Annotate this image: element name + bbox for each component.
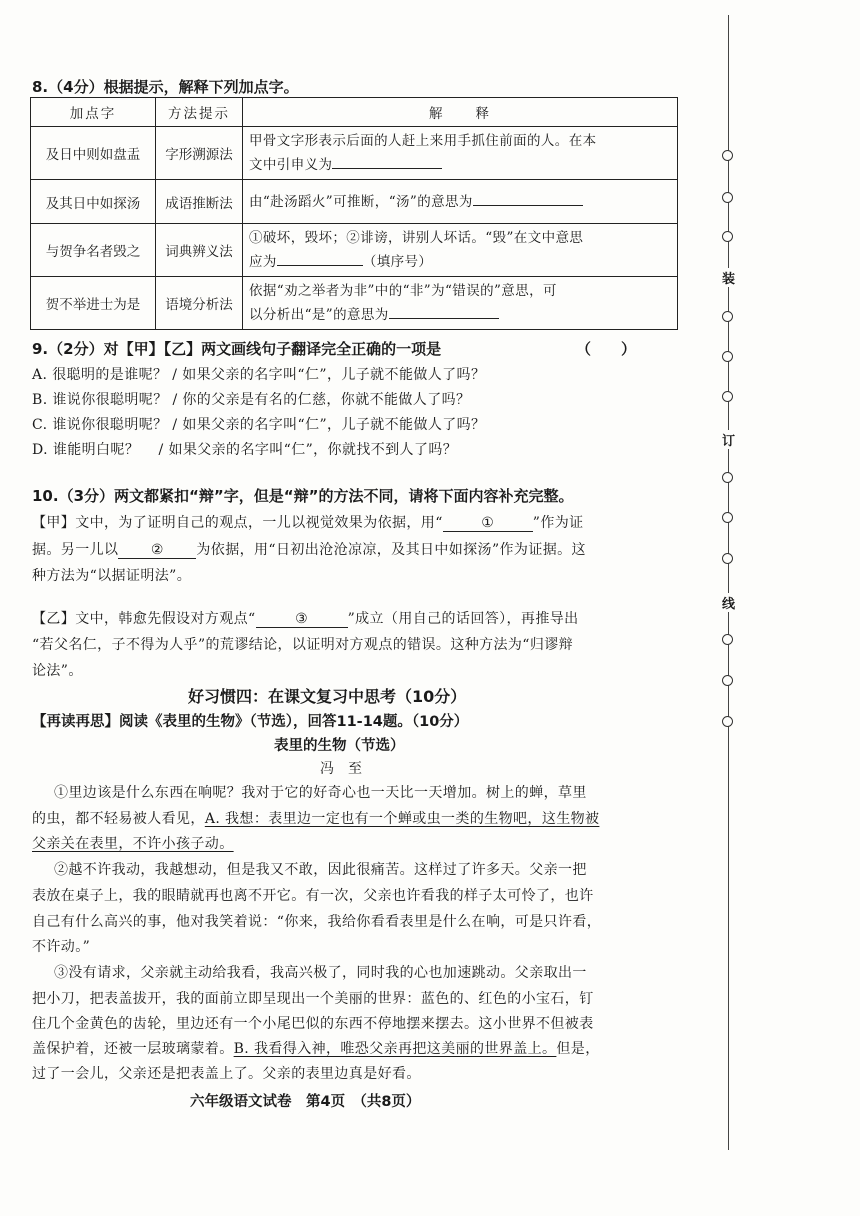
binding-ring <box>722 634 733 645</box>
binding-ring <box>722 472 733 483</box>
q10-line-4: 【乙】文中，韩愈先假设对方观点“ ③ ”成立（用自己的话回答），再推导出 <box>32 611 579 627</box>
binding-ring <box>722 150 733 161</box>
para-3-line-3: 住几个金黄色的齿轮，里边还有一个小尾巴似的东西不停地摆来摆去。这小世界不但被表 <box>32 1016 594 1032</box>
para-2-line-4: 不许动。” <box>32 939 91 955</box>
page-footer: 六年级语文试卷 第4页 （共8页） <box>190 1094 421 1110</box>
binding-ring <box>722 512 733 523</box>
q9-option-b: B. 谁说你很聪明呢？ / 你的父亲是有名的仁慈，你就不能做人了吗？ <box>32 392 471 408</box>
row-word: 及其日中如探汤 <box>31 180 156 224</box>
binding-ring <box>722 311 733 322</box>
answer-blank[interactable] <box>277 265 363 266</box>
binding-ring <box>722 192 733 203</box>
underlined-sentence-b: B. 我看得入神，唯恐父亲再把这美丽的世界盖上。 <box>233 1041 557 1057</box>
q9-option-c: C. 谁说你很聪明呢？ / 如果父亲的名字叫“仁”，儿子就不能做人了吗？ <box>32 417 486 433</box>
q10-title: 10.（3分）两文都紧扣“辩”字，但是“辩”的方法不同，请将下面内容补充完整。 <box>32 487 574 505</box>
underlined-sentence-a: A. 我想：表里边一定也有一个蝉或虫一类的生物吧，这生物被 <box>204 811 600 827</box>
table-row <box>31 224 678 277</box>
q10-blank-3[interactable]: ③ <box>256 611 348 628</box>
binding-ring <box>722 675 733 686</box>
row-word: 及日中则如盘盂 <box>31 127 156 180</box>
row-explain: 甲骨文字形表示后面的人赶上来用手抓住前面的人。在本 文中引申义为 <box>243 127 678 180</box>
para-2-line-3: 自己有什么高兴的事，他对我笑着说：“你来，我给你看看表里是什么在响，可是只许看， <box>32 914 602 930</box>
underlined-sentence-a-cont: 父亲关在表里，不许小孩子动。 <box>32 836 234 852</box>
q10-line-5: “若父名仁，子不得为人乎”的荒谬结论，以证明对方观点的错误。这种方法为“归谬辩 <box>32 637 574 653</box>
binding-ring <box>722 231 733 242</box>
binding-label-xian: 线 <box>722 593 735 612</box>
table-header-row <box>31 98 678 127</box>
binding-label-zhuang: 装 <box>722 268 735 287</box>
row-explain: 由“赴汤蹈火”可推断，“汤”的意思为 <box>243 180 678 224</box>
q10-blank-2[interactable]: ② <box>118 542 196 559</box>
row-word: 与贺争名者毁之 <box>31 224 156 277</box>
para-3-line-2: 把小刀，把表盖拔开，我的面前立即呈现出一个美丽的世界：蓝色的、红色的小宝石，钉 <box>32 991 594 1007</box>
row-method: 语境分析法 <box>156 277 243 330</box>
para-2-line-2: 表放在桌子上，我的眼睛就再也离不开它。有一次，父亲也许看我的样子太可怜了，也许 <box>32 888 594 904</box>
para-2-line-1: ②越不许我动，我越想动，但是我又不敢，因此很痛苦。这样过了许多天。父亲一把 <box>54 862 587 878</box>
para-3-line-4: 盖保护着，还被一层玻璃蒙着。B. 我看得入神，唯恐父亲再把这美丽的世界盖上。但是， <box>32 1041 600 1057</box>
col-header-explain: 解 释 <box>243 98 678 127</box>
para-3-line-5: 过了一会儿，父亲还是把表盖上了。父亲的表里边真是好看。 <box>32 1066 421 1082</box>
col-header-word: 加点字 <box>31 98 156 127</box>
row-word: 贺不举进士为是 <box>31 277 156 330</box>
row-explain: ①破坏，毁坏；②诽谤，讲别人坏话。“毁”在文中意思 应为 （填序号） <box>243 224 678 277</box>
para-1-line-2: 的虫，都不轻易被人看见，A. 我想：表里边一定也有一个蝉或虫一类的生物吧，这生物被 <box>32 811 600 827</box>
q9-option-a: A. 很聪明的是谁呢？ / 如果父亲的名字叫“仁”，儿子就不能做人了吗？ <box>32 367 486 383</box>
table-row <box>31 127 678 180</box>
binding-line <box>728 15 729 1150</box>
q8-title: 8.（4分）根据提示，解释下列加点字。 <box>32 78 299 96</box>
section-instruction: 【再读再思】阅读《表里的生物》（节选），回答11-14题。（10分） <box>32 714 469 730</box>
binding-label-ding: 订 <box>722 430 735 449</box>
q10-line-6: 论法”。 <box>32 663 83 679</box>
table-row <box>31 277 678 330</box>
q9-title: 9.（2分）对【甲】【乙】两文画线句子翻译完全正确的一项是 <box>32 340 442 358</box>
q10-line-1: 【甲】文中，为了证明自己的观点，一儿以视觉效果为依据，用“ ① ”作为证 <box>32 515 584 531</box>
para-1-line-1: ①里边该是什么东西在响呢？我对于它的好奇心也一天比一天增加。树上的蝉，草里 <box>54 785 587 801</box>
section-heading: 好习惯四：在课文复习中思考（10分） <box>188 687 467 706</box>
article-title: 表里的生物（节选） <box>274 738 405 754</box>
table-row <box>31 180 678 224</box>
q9-answer-bracket[interactable]: （ ） <box>576 340 637 358</box>
row-method: 成语推断法 <box>156 180 243 224</box>
col-header-method: 方法提示 <box>156 98 243 127</box>
q9-option-d: D. 谁能明白呢？ / 如果父亲的名字叫“仁”，你就找不到人了吗？ <box>32 442 458 458</box>
hint-table <box>30 97 678 330</box>
answer-blank[interactable] <box>389 318 499 319</box>
answer-blank[interactable] <box>332 168 442 169</box>
binding-ring <box>722 351 733 362</box>
binding-ring <box>722 391 733 402</box>
row-explain: 依据“劝之举者为非”中的“非”为“错误的”意思，可 以分析出“是”的意思为 <box>243 277 678 330</box>
q10-line-3: 种方法为“以据证明法”。 <box>32 568 192 584</box>
answer-blank[interactable] <box>473 205 583 206</box>
row-method: 词典辨义法 <box>156 224 243 277</box>
q10-line-2: 据。另一儿以 ② 为依据，用“日初出沧沧凉凉，及其日中如探汤”作为证据。这 <box>32 542 586 558</box>
article-author: 冯 至 <box>320 761 362 777</box>
para-3-line-1: ③没有请求，父亲就主动给我看，我高兴极了，同时我的心也加速跳动。父亲取出一 <box>54 965 587 981</box>
binding-ring <box>722 553 733 564</box>
q10-blank-1[interactable]: ① <box>443 515 533 532</box>
binding-ring <box>722 716 733 727</box>
row-method: 字形溯源法 <box>156 127 243 180</box>
